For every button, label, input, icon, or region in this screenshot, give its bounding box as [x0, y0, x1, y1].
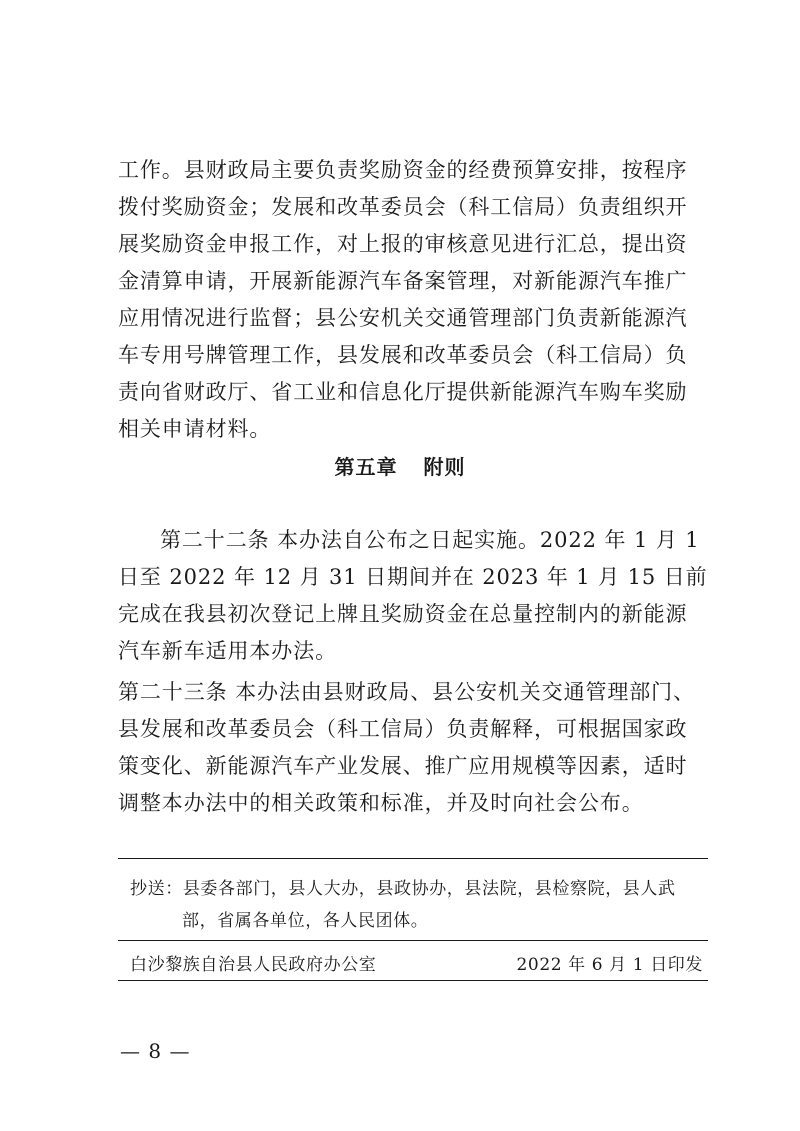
article-23: 第二十三条 本办法由县财政局、县公安机关交通管理部门、县发展和改革委员会（科工信局）负责解释，可根据国家政策变化、新能源汽车产业发展、推广应用规模等因素，适时调整本办法中的相关政策和标准，并及时向社会公布。 — [118, 680, 695, 815]
cc-block — [130, 873, 705, 937]
cc-recipients-line1: 县委各部门，县人大办，县政协办，县法院，县检察院，县人武 — [182, 879, 676, 899]
article-22: 第二十二条 本办法自公布之日起实施。2022 年 1 月 1 日至 2022 年 12 月 31 日期间并在 2023 年 1 月 15 日前完成在我县初次登记上牌且奖励资金在总量控制内的新能源汽车新车适用本办法。 — [118, 528, 708, 663]
issuer-name: 白沙黎族自治县人民政府办公室 — [130, 955, 377, 975]
footer-middle-rule — [118, 940, 708, 941]
chapter-number: 第五章 — [334, 455, 398, 479]
cc-label: 抄送： — [130, 879, 183, 899]
footer-bottom-rule — [118, 980, 708, 981]
issue-date: 2022 年 6 月 1 日印发 — [516, 955, 703, 975]
issuer-row — [130, 951, 705, 979]
paragraph-duties: 工作。县财政局主要负责奖励资金的经费预算安排，按程序拨付奖励资金；发展和改革委员会（科工信局）负责组织开展奖励资金申报工作，对上报的审核意见进行汇总，提出资金清算申请，开展新能源汽车备案管理，对新能源汽车推广应用情况进行监督；县公安机关交通管理部门负责新能源汽车专用号牌管理工作，县发展和改革委员会（科工信局）负责向省财政厅、省工业和信息化厅提供新能源汽车购车奖励相关申请材料。 — [118, 158, 688, 441]
chapter-title: 附则 — [423, 455, 466, 479]
cc-recipients-line2: 部，省属各单位，各人民团体。 — [182, 911, 429, 931]
page-number: — 8 — — [120, 1039, 191, 1063]
chapter-heading — [0, 451, 800, 480]
footer-top-rule — [118, 858, 708, 859]
